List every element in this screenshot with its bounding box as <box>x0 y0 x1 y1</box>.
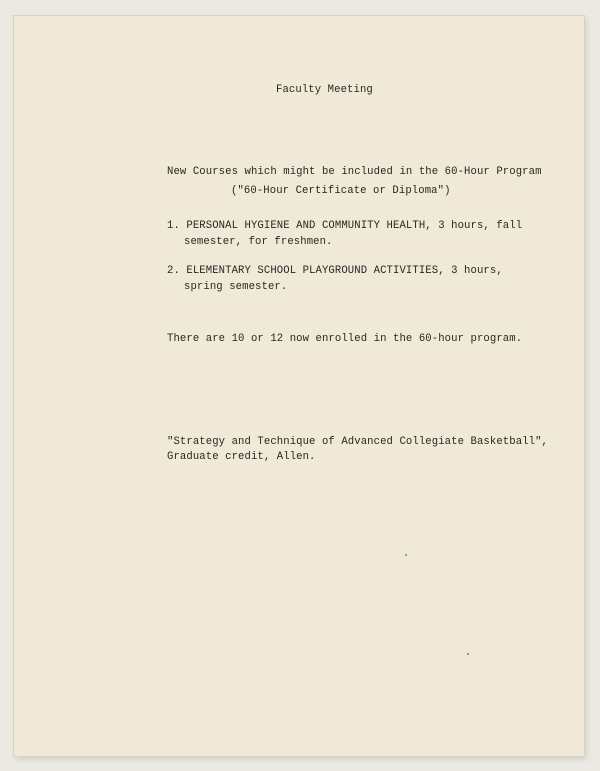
course-line-2: Graduate credit, Allen. <box>167 451 316 463</box>
list-item-2-line-2: spring semester. <box>184 281 288 293</box>
list-item-2-line-1: 2. ELEMENTARY SCHOOL PLAYGROUND ACTIVITIES, 3 hours, <box>167 265 503 277</box>
list-item-1-line-2: semester, for freshmen. <box>184 236 333 248</box>
document-page <box>14 16 584 756</box>
enrollment-note: There are 10 or 12 now enrolled in the 60-hour program. <box>167 333 523 345</box>
paper-speck <box>405 554 407 556</box>
subtitle-line: ("60-Hour Certificate or Diploma") <box>231 185 451 197</box>
course-line-1: "Strategy and Technique of Advanced Collegiate Basketball", <box>167 436 548 448</box>
paper-speck <box>467 653 469 655</box>
document-title: Faculty Meeting <box>276 84 373 96</box>
intro-line: New Courses which might be included in the 60-Hour Program <box>167 166 542 178</box>
list-item-1-line-1: 1. PERSONAL HYGIENE AND COMMUNITY HEALTH, 3 hours, fall <box>167 220 523 232</box>
